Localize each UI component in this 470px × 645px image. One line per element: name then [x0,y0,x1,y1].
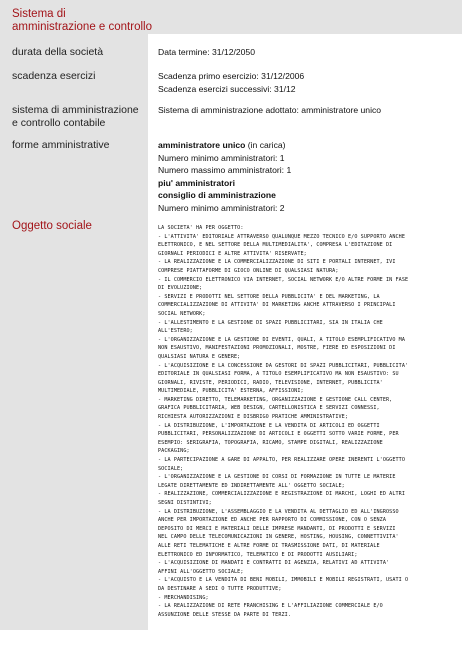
oggetto-line: SEGNI DISTINTIVI; [158,500,212,506]
oggetto-sociale-text [158,224,458,619]
oggetto-line: GIORNALI PERIODICI E ALTRE ATTIVITA' RISERVATE; [158,250,307,257]
oggetto-line: LA SOCIETA' HA PER OGGETTO: [158,225,244,231]
oggetto-line: - L'ORGANIZZAZIONE E LA GESTIONE DI CORSI DI FORMAZIONE IN TUTTE LE MATERIE [158,474,396,481]
oggetto-line: - MARKETING DIRETTO, TELEMARKETING, ORGANIZZAZIONE E GESTIONE CALL CENTER, [158,396,393,403]
oggetto-line: MULTIMEDIALE, PUBBLICITA' ESTERNA, AFFISSIONI; [158,388,304,395]
oggetto-line: - L'ACQUISIZIONE E LA CONCESSIONE DA GESTORI DI SPAZI PUBBLICITARI, PUBBLICITA' [158,362,409,369]
oggetto-line: EDITORIALE IN QUALSIASI FORMA, A TITOLO ESEMPLIFICATIVO MA NON ESAUSTIVO: SU [158,371,399,378]
oggetto-line: SOCIALE; [158,465,184,472]
oggetto-line: - SERVIZI E PRODOTTI NEL SETTORE DELLA PUBBLICITA' E DEL MARKETING, LA [158,293,380,300]
oggetto-line: NEL CAMPO DELLE TELECOMUNICAZIONI IN GENERE, HOSTING, HOUSING, CONNETTIVITA' [158,534,399,541]
section-title: Sistema di amministrazione e controllo [12,8,152,33]
oggetto-line: DEPOSITO DI MERCI E MATERIALI DELLE IMPRESE MANDANTI, DI PRODOTTI E SERVIZI [158,525,396,532]
oggetto-line: NON ESAUSTIVO, MANIFESTAZIONI PROMOZIONALI, MOSTRE, FIERE ED ESPOSIZIONI DI [158,345,396,352]
oggetto-line: GRAFICA PUBBLICITARIA, WEB DESIGN, CARTELLONISTICA E SERVIZI CONNESSI, [158,405,380,412]
oggetto-line: COMMERCIALIZZAZIONE DI ATTIVITA' DI MARKETING ANCHE ATTRAVERSO I PRINCIPALI [158,302,396,309]
oggetto-line: - LA DISTRIBUZIONE, L'ASSEMBLAGGIO E LA VENDITA AL DETTAGLIO ED ALL'INGROSSO [158,508,399,515]
forme-line-2: Numero minimo amministratori: 1 [158,152,285,163]
oggetto-line: DA DESTINARE A SEDI O TUTTE PRODUTTIVE; [158,585,282,592]
oggetto-line: DI EVOLUZIONE; [158,285,203,292]
forme-line-4: piu' amministratori [158,177,236,188]
oggetto-line: - L'ACQUISIZIONE DI MANDATI E CONTRATTI DI AGENZIA, RELATIVI AD ATTIVITA' [158,560,390,567]
label-column-band [0,0,148,630]
durata-value [158,46,458,59]
sistema-line: Sistema di amministrazione adottato: amministratore unico [158,105,382,115]
oggetto-line: - L'ACQUISTO E LA VENDITA DI BENI MOBILI, IMMOBILI E MOBILI REGISTRATI, USATI O [158,577,409,584]
forme-in-carica: (in carica) [245,140,286,150]
forme-line-3: Numero massimo amministratori: 1 [158,165,292,175]
forme-amministratore-unico: amministratore unico [158,140,246,150]
oggetto-line: - L'ORGANIZZAZIONE E LA GESTIONE DI EVENTI, QUALI, A TITOLO ESEMPLIFICATIVO MA [158,336,406,343]
scadenza-line-2: Scadenza esercizi successivi: 31/12 [158,83,296,94]
oggetto-line: ESEMPIO: SERIGRAFIA, TOPOGRAFIA, RICAMO, STAMPE DIGITALI, REALIZZAZIONE [158,439,383,446]
forme-line-1 [158,139,458,152]
oggetto-line: ALL'ESTERO; [158,328,193,335]
sistema-label: sistema di amministrazione e controllo contabile [12,104,139,129]
forme-line-6: Numero minimo amministratori: 2 [158,202,285,213]
oggetto-line: COMPRESE PIATTAFORME DI GIOCO ONLINE DI QUALSIASI NATURA; [158,267,339,274]
oggetto-sociale-label: Oggetto sociale [12,220,92,232]
oggetto-line: LEGATE DIRETTAMENTE ED INDIRETTAMENTE ALL' OGGETTO SOCIALE; [158,482,345,489]
oggetto-line: GIORNALI, RIVISTE, PERIODICI, RADIO, TELEVISIONE, INTERNET, PUBBLICITA' [158,379,383,386]
scadenza-value [158,70,458,95]
oggetto-line: - LA PARTECIPAZIONE A GARE DI APPALTO, PER REALIZZARE OPERE INERENTI L'OGGETTO [158,457,406,464]
oggetto-line: ANCHE PER IMPORTAZIONE ED ANCHE PER RAPPORTO DI COMMISSIONE, CON O SENZA [158,517,387,524]
oggetto-line: - REALIZZAZIONE, COMMERCIALIZZAZIONE E REGISTRAZIONE DI MARCHI, LOGHI ED ALTRI [158,491,406,498]
forme-label: forme amministrative [12,139,110,151]
oggetto-line: ELETTRONICO, E NEL SETTORE DELLA MULTIMEDIALITA', COMPRESA L'EDITAZIONE DI [158,242,393,249]
oggetto-line: ELETTRONICO ED INFORMATICO, TELEMATICO E DI PRODOTTI AUSILIARI; [158,551,358,558]
oggetto-line: - MERCHANDISING; [158,594,209,601]
oggetto-line: - IL COMMERCIO ELETTRONICO VIA INTERNET, SOCIAL NETWORK E/O ALTRE FORME IN FASE [158,276,409,283]
durata-line: Data termine: 31/12/2050 [158,47,255,57]
durata-label: durata della società [12,46,104,58]
scadenza-label: scadenza esercizi [12,70,96,82]
oggetto-line: QUALSIASI NATURA E GENERE; [158,353,241,360]
forme-line-5: consiglio di amministrazione [158,190,276,200]
forme-value [158,139,458,214]
oggetto-line: SOCIAL NETWORK; [158,310,206,317]
oggetto-line: ALLE RETI TELEMATICHE E ALTRE FORME DI TRASMISSIONE DATI, DI MATERIALE [158,542,380,549]
oggetto-line: RICHIESTA AUTORIZZAZIONI E DISBRIGO PRATICHE AMMINISTRATIVE; [158,414,349,421]
scadenza-line-1: Scadenza primo esercizio: 31/12/2006 [158,71,305,81]
oggetto-line: - LA REALIZZAZIONE DI RETE FRANCHISING E L'AFFILIAZIONE COMMERCIALE E/O [158,603,383,610]
oggetto-line: PACKAGING; [158,448,190,455]
oggetto-line: - L'ALLESTIMENTO E LA GESTIONE DI SPAZI PUBBLICITARI, SIA IN ITALIA CHE [158,319,383,326]
sistema-value [158,104,458,117]
oggetto-line: - L'ATTIVITA' EDITORIALE ATTRAVERSO QUALUNQUE MEZZO TECNICO E/O SUPPORTO ANCHE [158,233,406,240]
oggetto-line: PUBBLICITARI, PERSONALIZZAZIONE DI ARTICOLI E OGGETTI SOTTO VARIE FORME, PER [158,431,399,438]
oggetto-line: ASSUNZIONE DELLE STESSE DA PARTE DI TERZI. [158,611,292,618]
section-header [0,0,462,34]
oggetto-line: - LA REALIZZAZIONE E LA COMMERCIALIZZAZIONE DI SITI E PORTALI INTERNET, IVI [158,259,396,266]
oggetto-line: AFFINI ALL'OGGETTO SOCIALE; [158,568,244,575]
oggetto-line: - LA DISTRIBUZIONE, L'IMPORTAZIONE E LA VENDITA DI ARTICOLI ED OGGETTI [158,422,380,429]
